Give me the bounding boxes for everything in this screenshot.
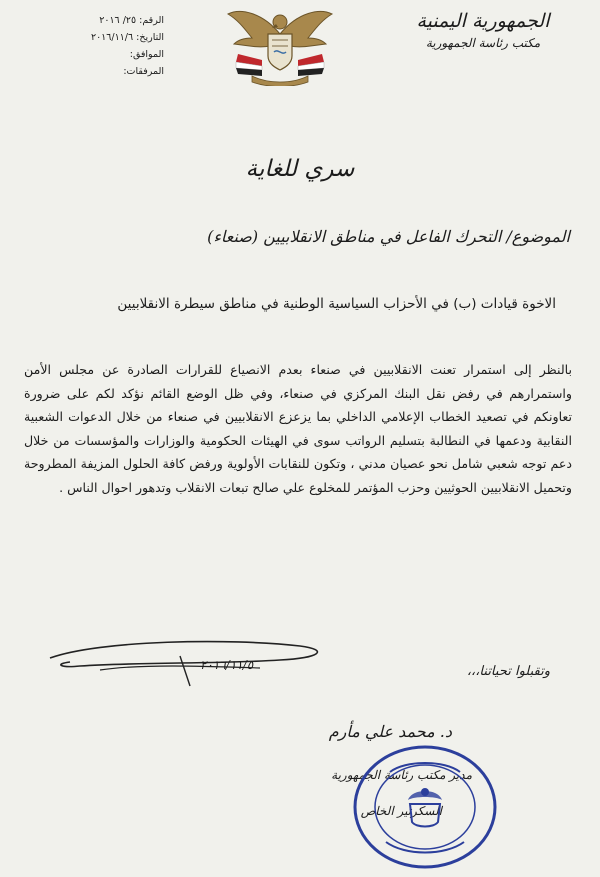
letterhead-org <box>388 10 578 50</box>
date-value: ٢٠١٦/١١/٦ <box>90 32 134 43</box>
salutation: الاخوة قيادات (ب) في الأحزاب السياسية الوطنية في مناطق سيطرة الانقلابيين <box>117 296 556 312</box>
signatory-title: مدير مكتب رئاسة الجمهورية <box>331 768 472 782</box>
signatory-name: د. محمد علي مأرم <box>328 722 452 741</box>
closing-row <box>40 636 580 696</box>
handwritten-date: ٢٠١٦/١١/٥ <box>200 658 254 672</box>
org-office: مكتب رئاسة الجمهورية <box>425 36 541 50</box>
date-label: التاريخ: <box>136 32 164 43</box>
attachments-label: المرفقات: <box>123 66 164 77</box>
ref-label: الرقم: <box>139 15 164 26</box>
subject-line: الموضوع/ التحرك الفاعل في مناطق الانقلابيين (صنعاء) <box>207 227 570 246</box>
eagle-emblem-icon <box>222 4 338 86</box>
signatory-subtitle: السكرتير الخاص <box>360 804 442 818</box>
letter-body: بالنظر إلى استمرار تعنت الانقلابيين في صنعاء بعدم الانصياع للقرارات الصادرة عن مجلس الأمن واستمرارهم في رفض نقل البنك المركزي في صنعاء، وفي ظل الوضع القائم نؤكد لكم على ضرورة تعاونكم في تصعيد الخطاب الإعلامي الداخلي بما يزعزع الانقلابيين في صنعاء من خلال الدعوات الشعبية النقابية ودعمها في النطالبة بتسليم الرواتب سوى في الهيئات الحكومية والوزارات والمؤسسات من خلال دعم توجه شعبي شامل نحو عصيان مدني ، وتكون للنقابات الأولوية ورفض كافة الحلول المزيفة المطروحة وتحميل الانقلابيين الحوثيين وحزب المؤتمر للمخلوع علي صالح تبعات الانقلاب وتدهور احوال الناس . <box>24 362 572 495</box>
official-stamp-icon <box>350 742 500 872</box>
handwritten-signature-scribble <box>40 636 340 696</box>
ref-value: ٢٥/ ٢٠١٦ <box>99 15 137 26</box>
reference-block <box>14 12 164 80</box>
closing-greeting: وتقبلوا تحياتنا،،، <box>466 664 550 679</box>
org-name: الجمهورية اليمنية <box>416 10 550 32</box>
corresponding-label: الموافق: <box>129 49 164 60</box>
classification-title: سري للغاية <box>245 156 355 182</box>
